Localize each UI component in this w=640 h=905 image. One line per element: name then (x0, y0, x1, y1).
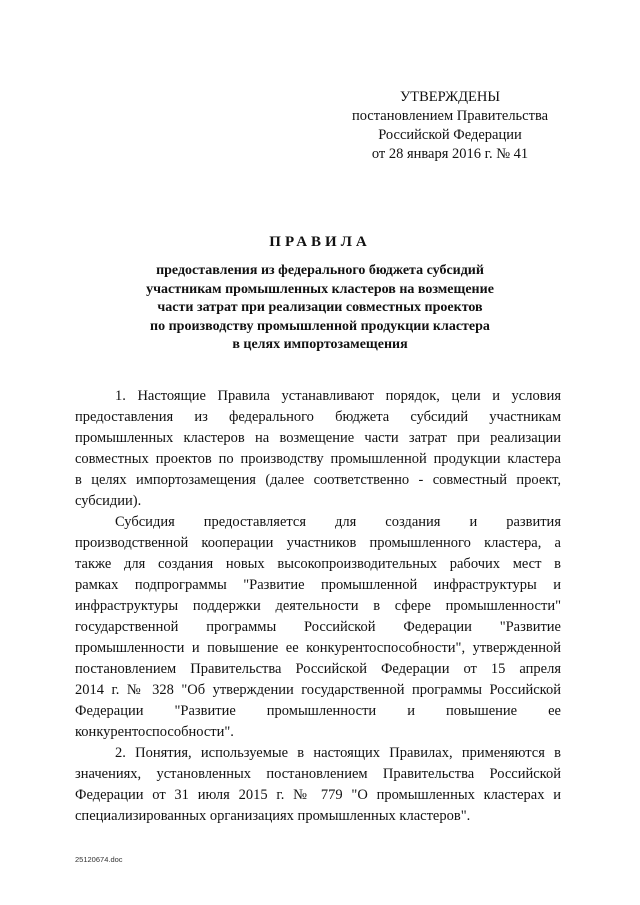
paragraph-1-line: промышленных кластеров на возмещение части затрат при реализации (75, 430, 561, 446)
paragraph-2-line: промышленности и повышение ее конкурентоспособности", утвержденной (75, 640, 561, 656)
paragraph-3-line: специализированных организациях промышленных кластеров". (75, 808, 471, 824)
paragraph-1-line: 1. Настоящие Правила устанавливают порядок, цели и условия (115, 388, 561, 404)
paragraph-1-line: предоставления из федерального бюджета субсидий участникам (75, 409, 561, 425)
document-title: ПРАВИЛА (269, 234, 371, 250)
paragraph-1-line: в целях импортозамещения (далее соответственно - совместный проект, (75, 472, 561, 488)
paragraph-2-line: инфраструктуры поддержки деятельности в сфере промышленности" (75, 598, 561, 614)
subtitle-line: участникам промышленных кластеров на возмещение (146, 281, 494, 297)
paragraph-2-line: также для создания новых высокопроизводительных рабочих мест в (75, 556, 561, 572)
paragraph-2-line: конкурентоспособности". (75, 724, 234, 740)
paragraph-2-line: постановлением Правительства Российской Федерации от 15 апреля (75, 661, 561, 677)
paragraph-1-line: совместных проектов по производству промышленной продукции кластера (75, 451, 561, 467)
approval-heading: УТВЕРЖДЕНЫ (399, 89, 501, 105)
paragraph-2-line: рамках подпрограммы "Развитие промышленной инфраструктуры и (75, 577, 561, 593)
paragraph-2-line: Субсидия предоставляется для создания и развития (115, 514, 561, 530)
document-body (75, 386, 561, 827)
paragraph-3-line: значениях, установленных постановлением Правительства Российской (75, 766, 561, 782)
paragraph-2-line: 2014 г. № 328 "Об утверждении государственной программы Российской (75, 682, 561, 698)
approval-block (340, 88, 560, 164)
paragraph-3-line: 2. Понятия, используемые в настоящих Правилах, применяются в (115, 745, 561, 761)
paragraph-2-line: Федерации "Развитие промышленности и повышение ее (75, 703, 561, 719)
subtitle-line: в целях импортозамещения (232, 337, 408, 352)
paragraph-2-line: государственной программы Российской Федерации "Развитие (75, 619, 561, 635)
subtitle-line: части затрат при реализации совместных проектов (157, 300, 483, 315)
approval-line: постановлением Правительства (351, 108, 549, 124)
paragraph-2-line: производственной кооперации участников промышленного кластера, а (75, 535, 561, 551)
subtitle-line: предоставления из федерального бюджета субсидий (156, 263, 484, 278)
approval-line: Российской Федерации (378, 127, 522, 143)
footer-doc-filename: 25120674.doc (75, 855, 123, 864)
paragraph-3-line: Федерации от 31 июля 2015 г. № 779 "О промышленных кластерах и (75, 787, 561, 803)
paragraph-1-line: субсидии). (75, 493, 142, 509)
approval-date-number: от 28 января 2016 г. № 41 (371, 146, 529, 162)
document-subtitle (0, 262, 640, 355)
subtitle-line: по производству промышленной продукции кластера (150, 318, 490, 334)
